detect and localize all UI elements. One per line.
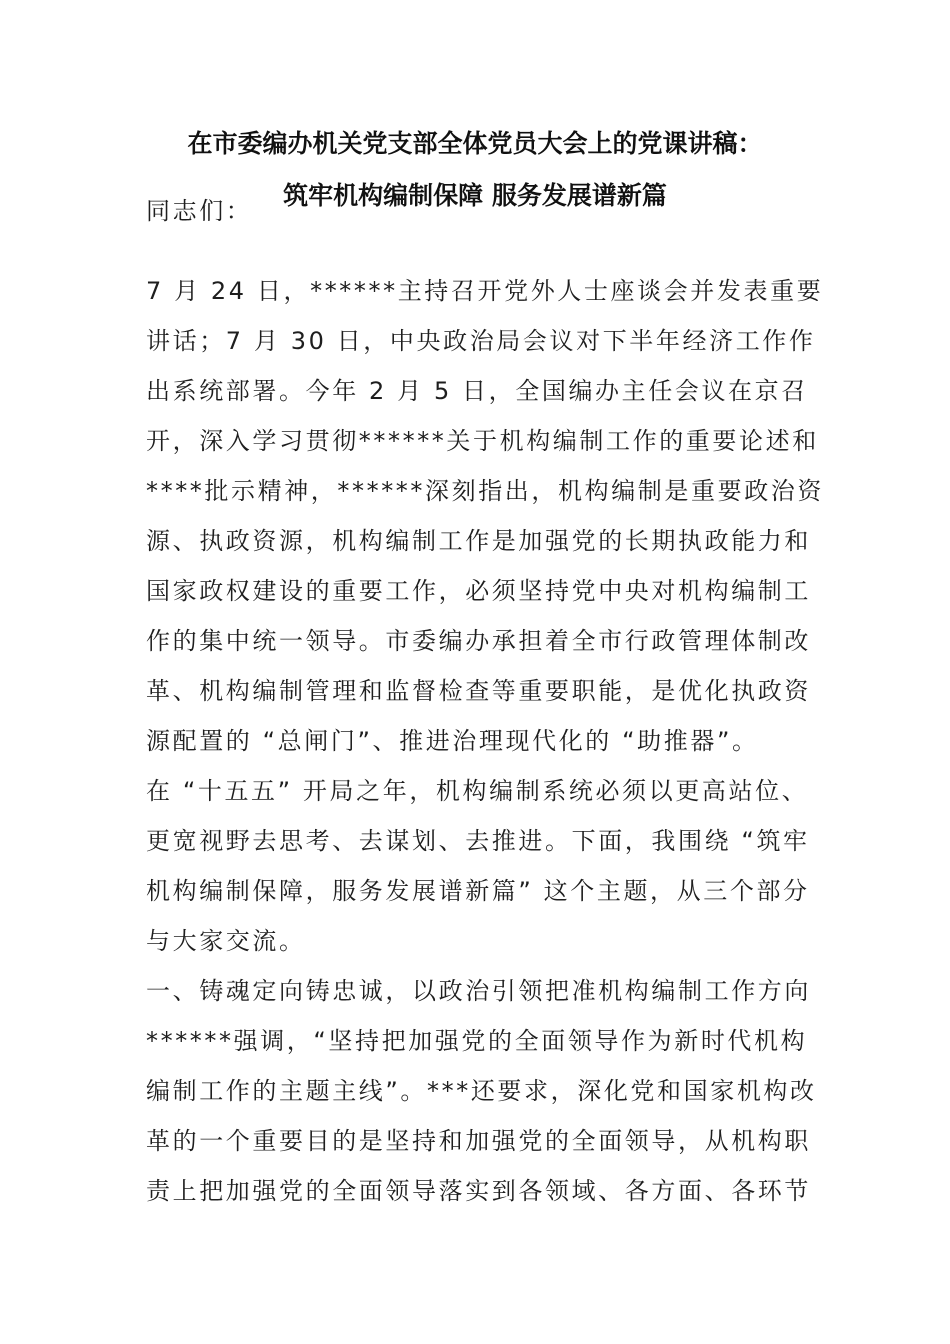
- body-line: 开，深入学习贯彻******关于机构编制工作的重要论述和: [146, 427, 819, 455]
- body-line: 与大家交流。: [146, 927, 306, 955]
- body-line: 7 月 24 日，******主持召开党外人士座谈会并发表重要: [146, 277, 824, 305]
- body-line: ****批示精神，******深刻指出，机构编制是重要政治资: [146, 477, 824, 505]
- body-line: 编制工作的主题主线”。***还要求，深化党和国家机构改: [146, 1077, 817, 1105]
- body-line: 责上把加强党的全面领导落实到各领域、各方面、各环节: [146, 1177, 811, 1205]
- body-line: 源配置的 “总闸门”、推进治理现代化的 “助推器”。: [146, 727, 759, 755]
- body-line: 源、执政资源，机构编制工作是加强党的长期执政能力和: [146, 527, 811, 555]
- body-line: 讲话；7 月 30 日，中央政治局会议对下半年经济工作作: [146, 327, 816, 355]
- body-line: ******强调，“坚持把加强党的全面领导作为新时代机构: [146, 1027, 808, 1055]
- document-title-line-1: 在市委编办机关党支部全体党员大会上的党课讲稿：: [187, 129, 763, 158]
- body-line: 革、机构编制管理和监督检查等重要职能，是优化执政资: [146, 677, 811, 705]
- section-heading: 一、铸魂定向铸忠诚，以政治引领把准机构编制工作方向: [146, 977, 811, 1005]
- body-line: 革的一个重要目的是坚持和加强党的全面领导，从机构职: [146, 1127, 811, 1155]
- document-title-line-2: 筑牢机构编制保障 服务发展谱新篇: [283, 181, 667, 210]
- body-line: 国家政权建设的重要工作，必须坚持党中央对机构编制工: [146, 577, 811, 605]
- body-line: 作的集中统一领导。市委编办承担着全市行政管理体制改: [146, 627, 811, 655]
- salutation: 同志们：: [146, 197, 253, 225]
- body-line: 出系统部署。今年 2 月 5 日，全国编办主任会议在京召: [146, 377, 808, 405]
- body-line: 更宽视野去思考、去谋划、去推进。下面，我围绕 “筑牢: [146, 827, 810, 855]
- body-line: 机构编制保障，服务发展谱新篇” 这个主题，从三个部分: [146, 877, 810, 905]
- body-line: 在 “十五五” 开局之年，机构编制系统必须以更高站位、: [146, 777, 809, 805]
